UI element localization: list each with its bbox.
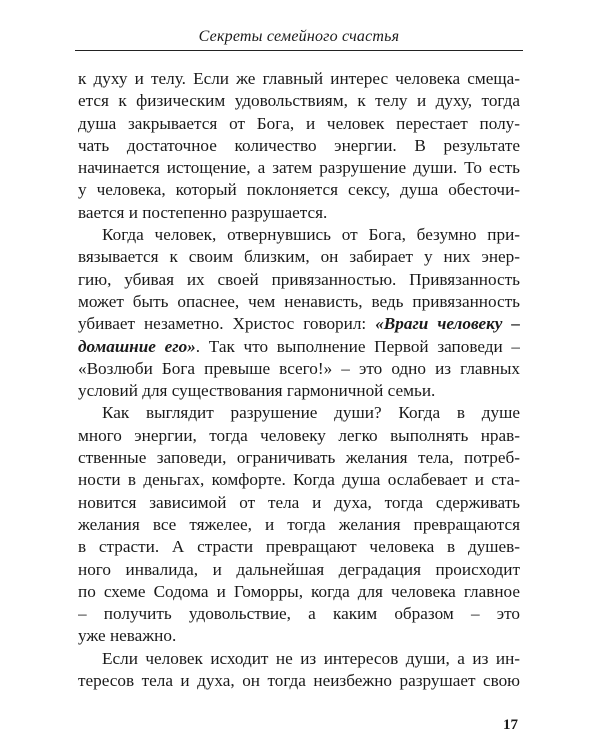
text-line: начинается истощение, а затем разрушение души. То есть	[78, 158, 520, 178]
paragraph-1	[78, 68, 520, 224]
running-header: Секреты семейного счастья	[198, 28, 400, 45]
text-line: вается и постепенно разрушается.	[78, 202, 328, 222]
text-line: «Возлюби Бога превыше всего!» – это одно из главных	[78, 358, 520, 378]
paragraph-3	[78, 402, 520, 647]
text-line-quote-start	[78, 313, 520, 335]
text-line: Когда человек, отвернувшись от Бога, безумно при-	[102, 225, 520, 245]
text-line: – получить удовольствие, а каким образом – это	[78, 604, 520, 624]
page-number: 17	[503, 717, 518, 733]
text-line: к духу и телу. Если же главный интерес человека смеща-	[78, 69, 520, 88]
text-line: новится зависимой от тела и духа, тогда сдерживать	[78, 492, 520, 512]
header-rule	[75, 50, 523, 51]
text-line: тересов тела и духа, он тогда неизбежно разрушает свою	[78, 671, 520, 691]
text-line-quote-end	[78, 336, 520, 358]
text-line: уже неважно.	[78, 626, 177, 646]
text-line: ного инвалида, и дальнейшая деградация происходит	[78, 559, 520, 579]
text-fragment: . Так что выполнение Первой заповеди –	[195, 336, 520, 356]
text-line: Если человек исходит не из интересов души, а из ин-	[102, 648, 520, 668]
text-line: ности в деньгах, комфорте. Когда душа ослабевает и ста-	[78, 470, 520, 490]
body-text	[78, 68, 520, 692]
text-line: чать достаточное количество энергии. В результате	[78, 135, 520, 155]
paragraph-4	[78, 648, 520, 693]
text-line: может быть опаснее, чем ненависть, ведь привязанность	[78, 291, 520, 311]
text-line: по схеме Содома и Гоморры, когда для человека главное	[78, 581, 520, 601]
text-line: желания все тяжелее, и тогда желания превращаются	[78, 514, 520, 534]
paragraph-2	[78, 224, 520, 402]
text-line: ственные заповеди, ограничивать желания тела, потреб-	[78, 448, 520, 468]
text-line: Как выглядит разрушение души? Когда в душе	[102, 403, 520, 423]
text-line: в страсти. А страсти превращают человека в душев-	[78, 537, 520, 557]
text-line: вязывается к своим близким, он забирает у них энер-	[78, 247, 520, 267]
quote-emphasis: домашние его»	[78, 336, 196, 356]
text-fragment: убивает незаметно. Христос говорил:	[78, 314, 376, 334]
text-line: ется к физическим удовольствиям, к телу и духу, тогда	[78, 91, 520, 111]
text-line: гию, убивая их своей привязанностью. Привязанность	[78, 269, 520, 289]
text-line: у человека, который поклоняется сексу, душа обесточи-	[78, 180, 520, 200]
quote-emphasis: «Враги человеку –	[375, 314, 520, 334]
text-line: условий для существования гармоничной семьи.	[78, 381, 436, 401]
text-line: много энергии, тогда человеку легко выполнять нрав-	[78, 425, 520, 445]
text-line: душа закрывается от Бога, и человек перестает полу-	[78, 113, 520, 133]
